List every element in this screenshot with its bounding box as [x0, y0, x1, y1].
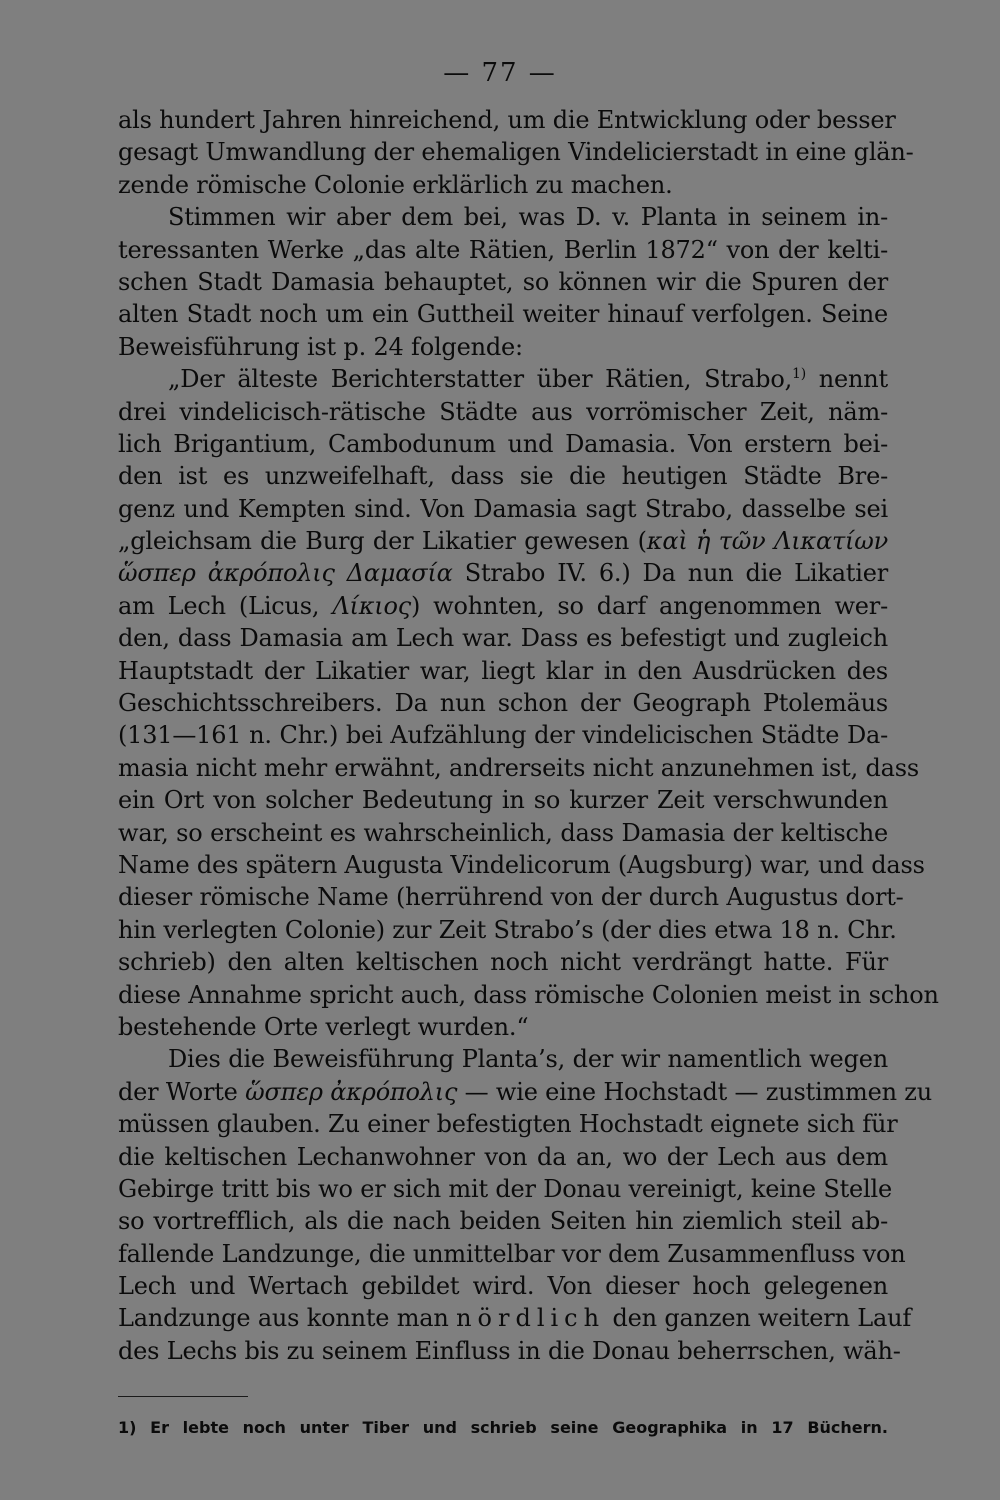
text-line: Hauptstadt der Likatier war, liegt klar in den Ausdrücken des: [118, 656, 888, 685]
text-line: Dies die Beweisführung Planta’s, der wir namentlich wegen: [168, 1045, 888, 1074]
line-segment: ) wohnten, so darf angenommen wer-: [410, 591, 888, 620]
line-segment: — wie eine Hochstadt — zustimmen zu: [457, 1077, 932, 1106]
text-line: [118, 557, 888, 589]
body-text: [118, 104, 939, 1367]
text-line: teressanten Werke „das alte Rätien, Berlin 1872“ von der kelti-: [118, 235, 888, 264]
spaced-emphasis: nördlich: [456, 1304, 606, 1333]
text-line: als hundert Jahren hinreichend, um die Entwicklung oder besser: [118, 106, 896, 134]
text-line: masia nicht mehr erwähnt, andrerseits nicht anzunehmen ist, dass: [118, 753, 919, 782]
line-segment: Landzunge aus konnte man: [118, 1304, 457, 1333]
line-segment: Strabo IV. 6.) Da nun die Likatier: [452, 559, 888, 588]
text-line: fallende Landzunge, die unmittelbar vor dem Zusammenfluss von: [118, 1239, 906, 1268]
text-line: ein Ort von solcher Bedeutung in so kurzer Zeit verschwunden: [118, 786, 888, 815]
text-line: Lech und Wertach gebildet wird. Von dieser hoch gelegenen: [118, 1272, 888, 1301]
text-line: den, dass Damasia am Lech war. Dass es befestigt und zugleich: [118, 624, 888, 653]
text-line: alten Stadt noch um ein Guttheil weiter hinauf verfolgen. Seine: [118, 300, 888, 329]
text-line: lich Brigantium, Cambodunum und Damasia. Von erstern bei-: [118, 429, 888, 458]
text-line: müssen glauben. Zu einer befestigten Hochstadt eignete sich für: [118, 1110, 898, 1139]
greek-word: Λίκιος: [332, 591, 411, 620]
text-line: [118, 525, 888, 557]
text-line: zende römische Colonie erklärlich zu machen.: [118, 170, 673, 199]
line-segment: „gleichsam die Burg der Likatier gewesen (: [118, 527, 647, 556]
line-segment: „Der älteste Berichterstatter über Rätien, Strabo,: [168, 365, 793, 394]
text-line: [118, 590, 888, 622]
text-line: [118, 363, 888, 395]
text-line: Beweisführung ist p. 24 folgende:: [118, 332, 523, 361]
line-segment: der Worte: [118, 1077, 246, 1106]
footnote: [118, 1418, 888, 1437]
text-line: bestehende Orte verlegt wurden.“: [118, 1012, 529, 1041]
text-line: des Lechs bis zu seinem Einfluss in die Donau beherrschen, wäh-: [118, 1336, 901, 1365]
text-line: drei vindelicisch-rätische Städte aus vorrömischer Zeit, näm-: [118, 397, 888, 426]
text-line: Name des spätern Augusta Vindelicorum (Augsburg) war, und dass: [118, 850, 925, 879]
text-line: [118, 1302, 912, 1334]
line-segment: den ganzen weitern Lauf: [605, 1304, 912, 1333]
line-segment: am Lech (Licus,: [118, 591, 333, 620]
text-line: Stimmen wir aber dem bei, was D. v. Planta in seinem in-: [168, 203, 888, 232]
greek-quotation: καὶ ἡ τῶν Λικατίων: [646, 527, 888, 556]
text-line: die keltischen Lechanwohner von da an, wo der Lech aus dem: [118, 1142, 888, 1171]
text-line: dieser römische Name (herrührend von der durch Augustus dort-: [118, 883, 904, 912]
text-line: [118, 1076, 932, 1108]
footnote-mark: 1): [118, 1418, 137, 1437]
text-line: schrieb) den alten keltischen noch nicht verdrängt hatte. Für: [118, 948, 888, 977]
text-line: genz und Kempten sind. Von Damasia sagt Strabo, dasselbe sei: [118, 494, 888, 523]
greek-quotation: ὥσπερ ἀκρόπολις Δαμασία: [118, 559, 453, 588]
text-line: (131—161 n. Chr.) bei Aufzählung der vindelicischen Städte Da-: [118, 721, 888, 750]
line-segment: nennt: [806, 365, 888, 394]
text-line: den ist es unzweifelhaft, dass sie die heutigen Städte Bre-: [118, 462, 888, 491]
footnote-divider: [118, 1396, 248, 1397]
greek-quotation: ὥσπερ ἀκρόπολις: [245, 1077, 458, 1106]
footnote-reference: 1): [792, 366, 806, 383]
page-number: — 77 —: [443, 58, 557, 88]
text-line: gesagt Umwandlung der ehemaligen Vindelicierstadt in eine glän-: [118, 138, 914, 167]
text-line: Geschichtsschreibers. Da nun schon der Geograph Ptolemäus: [118, 689, 888, 718]
text-line: hin verlegten Colonie) zur Zeit Strabo’s (der dies etwa 18 n. Chr.: [118, 915, 897, 944]
text-line: Gebirge tritt bis wo er sich mit der Donau vereinigt, keine Stelle: [118, 1174, 893, 1203]
text-line: diese Annahme spricht auch, dass römische Colonien meist in schon: [118, 980, 939, 1009]
text-line: war, so erscheint es wahrscheinlich, dass Damasia der keltische: [118, 818, 888, 847]
text-line: so vortrefflich, als die nach beiden Seiten hin ziemlich steil ab-: [118, 1207, 888, 1236]
text-line: schen Stadt Damasia behauptet, so können wir die Spuren der: [118, 267, 888, 296]
footnote-text: Er lebte noch unter Tiber und schrieb seine Geographika in 17 Büchern.: [136, 1418, 888, 1437]
